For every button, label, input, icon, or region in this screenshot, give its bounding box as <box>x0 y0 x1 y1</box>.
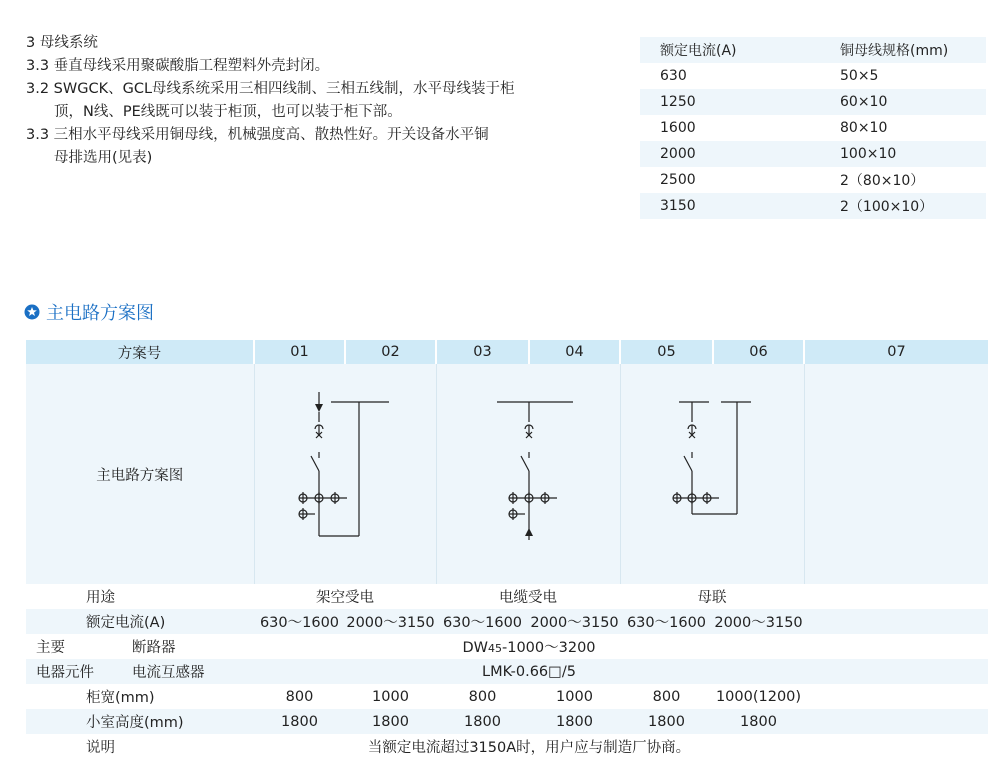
spec-current: 1250 <box>640 89 820 115</box>
breaker-label: 断路器 <box>132 640 176 656</box>
compartment-height-value: 1800 <box>254 709 345 734</box>
main-components-label-2: 电器元件 <box>36 665 94 681</box>
spec-current: 3150 <box>640 193 820 219</box>
scheme-header-row <box>26 340 988 364</box>
ct-value: LMK-0.66□/5 <box>254 659 988 684</box>
overhead-incoming-diagram <box>254 364 436 584</box>
compartment-height-value: 1800 <box>713 709 804 734</box>
cabinet-width-value: 800 <box>436 684 529 709</box>
note-label: 说明 <box>26 734 254 759</box>
rated-current-value: 2000～3150 <box>345 609 436 634</box>
spec-size: 60×10 <box>820 89 986 115</box>
rated-current-value: 630～1600 <box>620 609 713 634</box>
spec-header-size: 铜母线规格(mm) <box>820 37 986 63</box>
cabinet-width-value: 1000(1200) <box>713 684 804 709</box>
scheme-number-label: 方案号 <box>26 340 254 364</box>
spec-size: 2（100×10） <box>820 193 986 219</box>
note-text: 当额定电流超过3150A时，用户应与制造厂协商。 <box>254 734 988 759</box>
spec-size: 80×10 <box>820 115 986 141</box>
star-badge-icon <box>24 304 40 320</box>
ct-label: 电流互感器 <box>132 665 205 681</box>
rated-current-value: 2000～3150 <box>713 609 804 634</box>
scheme-code: 06 <box>713 340 804 364</box>
cabinet-width-value: 800 <box>254 684 345 709</box>
breaker-model: DW <box>462 640 488 656</box>
bus-tie-diagram <box>620 364 804 584</box>
intro-line: 母排选用(见表) <box>54 150 153 166</box>
compartment-height-value: 1800 <box>620 709 713 734</box>
cabinet-width-value: 800 <box>620 684 713 709</box>
breaker-label-cell <box>26 634 254 659</box>
spec-row <box>640 167 986 193</box>
spec-header-row <box>640 37 986 63</box>
scheme-code: 01 <box>254 340 345 364</box>
scheme-code: 03 <box>436 340 529 364</box>
current-transformer-row <box>26 659 988 684</box>
spec-size: 50×5 <box>820 63 986 89</box>
spec-row <box>640 89 986 115</box>
usage-value: 母联 <box>620 584 804 609</box>
cabinet-width-row <box>26 684 988 709</box>
cabinet-width-value: 1000 <box>529 684 620 709</box>
section-title: 主电路方案图 <box>46 303 154 324</box>
rated-current-row <box>26 609 988 634</box>
spec-size: 2（80×10） <box>820 167 986 193</box>
section-heading <box>24 299 154 325</box>
scheme-code: 07 <box>804 340 988 364</box>
usage-label: 用途 <box>26 584 254 609</box>
bus-tie-diagram-svg <box>621 364 805 580</box>
usage-value: 电缆受电 <box>436 584 620 609</box>
breaker-model-sub: 45 <box>487 642 502 655</box>
scheme-code: 04 <box>529 340 620 364</box>
cabinet-width-label: 柜宽(mm) <box>26 684 254 709</box>
spec-size: 100×10 <box>820 141 986 167</box>
intro-line: 3.3 三相水平母线采用铜母线，机械强度高、散热性好。开关设备水平铜 <box>26 127 489 143</box>
compartment-height-value: 1800 <box>345 709 436 734</box>
main-circuit-scheme-table <box>26 340 988 759</box>
scheme-code: 05 <box>620 340 713 364</box>
breaker-range: -1000～3200 <box>501 640 596 656</box>
spec-current: 630 <box>640 63 820 89</box>
spec-row <box>640 63 986 89</box>
cable-incoming-diagram <box>436 364 620 584</box>
spec-row <box>640 193 986 219</box>
overhead-incoming-diagram-svg <box>255 364 437 580</box>
usage-value: 架空受电 <box>254 584 436 609</box>
spec-header-current: 额定电流(A) <box>640 37 820 63</box>
spec-current: 1600 <box>640 115 820 141</box>
rated-current-label: 额定电流(A) <box>26 609 254 634</box>
rated-current-value: 630～1600 <box>436 609 529 634</box>
busbar-system-text <box>26 32 586 170</box>
note-row <box>26 734 988 759</box>
usage-row <box>26 584 988 609</box>
scheme-code: 02 <box>345 340 436 364</box>
compartment-height-label: 小室高度(mm) <box>26 709 254 734</box>
intro-line: 3.3 垂直母线采用聚碳酸脂工程塑料外壳封闭。 <box>26 58 330 74</box>
spec-current: 2500 <box>640 167 820 193</box>
intro-line: 顶，N线、PE线既可以装于柜顶，也可以装于柜下部。 <box>54 104 402 120</box>
compartment-height-value: 1800 <box>529 709 620 734</box>
spec-row <box>640 141 986 167</box>
ct-label-cell <box>26 659 254 684</box>
scheme-diagram-row <box>26 364 988 584</box>
intro-line: 3 母线系统 <box>26 35 98 51</box>
compartment-height-row <box>26 709 988 734</box>
spec-row <box>640 115 986 141</box>
scheme-07-diagram-blank <box>804 364 988 584</box>
rated-current-value: 2000～3150 <box>529 609 620 634</box>
cable-incoming-diagram-svg <box>437 364 621 580</box>
diagram-row-label: 主电路方案图 <box>26 364 254 584</box>
main-components-label: 主要 <box>36 640 65 656</box>
intro-line: 3.2 SWGCK、GCL母线系统采用三相四线制、三相五线制，水平母线装于柜 <box>26 81 515 97</box>
rated-current-value: 630～1600 <box>254 609 345 634</box>
breaker-value <box>254 634 988 659</box>
cabinet-width-value: 1000 <box>345 684 436 709</box>
breaker-row <box>26 634 988 659</box>
spec-current: 2000 <box>640 141 820 167</box>
copper-busbar-spec-table <box>640 37 986 219</box>
compartment-height-value: 1800 <box>436 709 529 734</box>
